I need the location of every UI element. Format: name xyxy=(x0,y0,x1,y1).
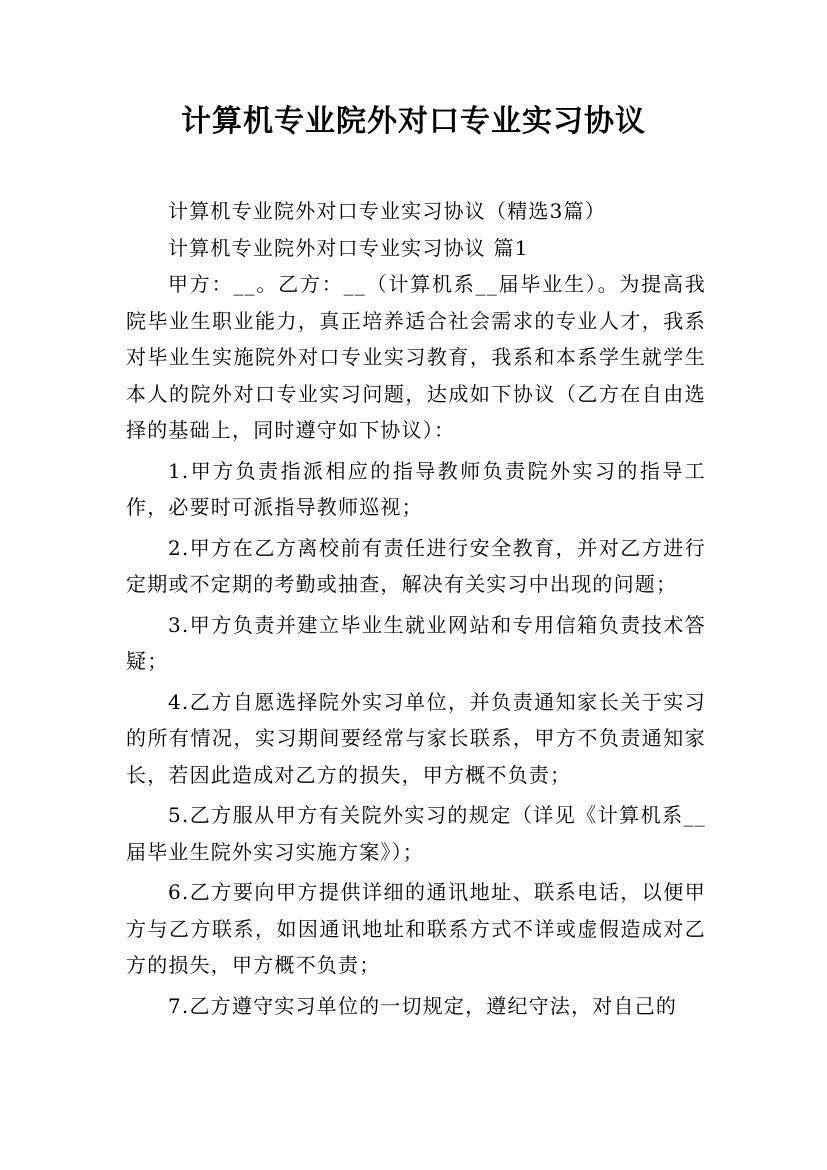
document-body xyxy=(126,193,706,1024)
paragraph-clause-2: 2.甲方在乙方离校前有责任进行安全教育，并对乙方进行定期或不定期的考勤或抽查，解决有关实习中出现的问题； xyxy=(126,535,706,596)
paragraph-clause-4: 4.乙方自愿选择院外实习单位，并负责通知家长关于实习的所有情况，实习期间要经常与家长联系，甲方不负责通知家长，若因此造成对乙方的损失，甲方概不负责； xyxy=(126,689,706,787)
paragraph-clause-3: 3.甲方负责并建立毕业生就业网站和专用信箱负责技术答疑； xyxy=(126,612,706,673)
paragraph-clause-1: 1.甲方负责指派相应的指导教师负责院外实习的指导工作，必要时可派指导教师巡视； xyxy=(126,458,706,519)
document-title: 计算机专业院外对口专业实习协议 xyxy=(181,104,646,139)
paragraph-intro: 甲方：__。乙方：__（计算机系__届毕业生）。为提高我院毕业生职业能力，真正培养适合社会需求的专业人才，我系对毕业生实施院外对口专业实习教育，我系和本系学生就学生本人的院外对口专业实习问题，达成如下协议（乙方在自由选择的基础上，同时遵守如下协议）： xyxy=(126,272,706,442)
paragraph-clause-7: 7.乙方遵守实习单位的一切规定，遵纪守法，对自己的 xyxy=(168,993,678,1018)
paragraph-subtitle: 计算机专业院外对口专业实习协议（精选3篇） xyxy=(168,199,606,223)
paragraph-section-heading: 计算机专业院外对口专业实习协议 篇1 xyxy=(168,235,529,260)
paragraph-clause-6: 6.乙方要向甲方提供详细的通讯地址、联系电话，以便甲方与乙方联系，如因通讯地址和联系方式不详或虚假造成对乙方的损失，甲方概不负责； xyxy=(126,880,706,977)
paragraph-clause-5: 5.乙方服从甲方有关院外实习的规定（详见《计算机系__届毕业生院外实习实施方案》）； xyxy=(126,803,706,864)
